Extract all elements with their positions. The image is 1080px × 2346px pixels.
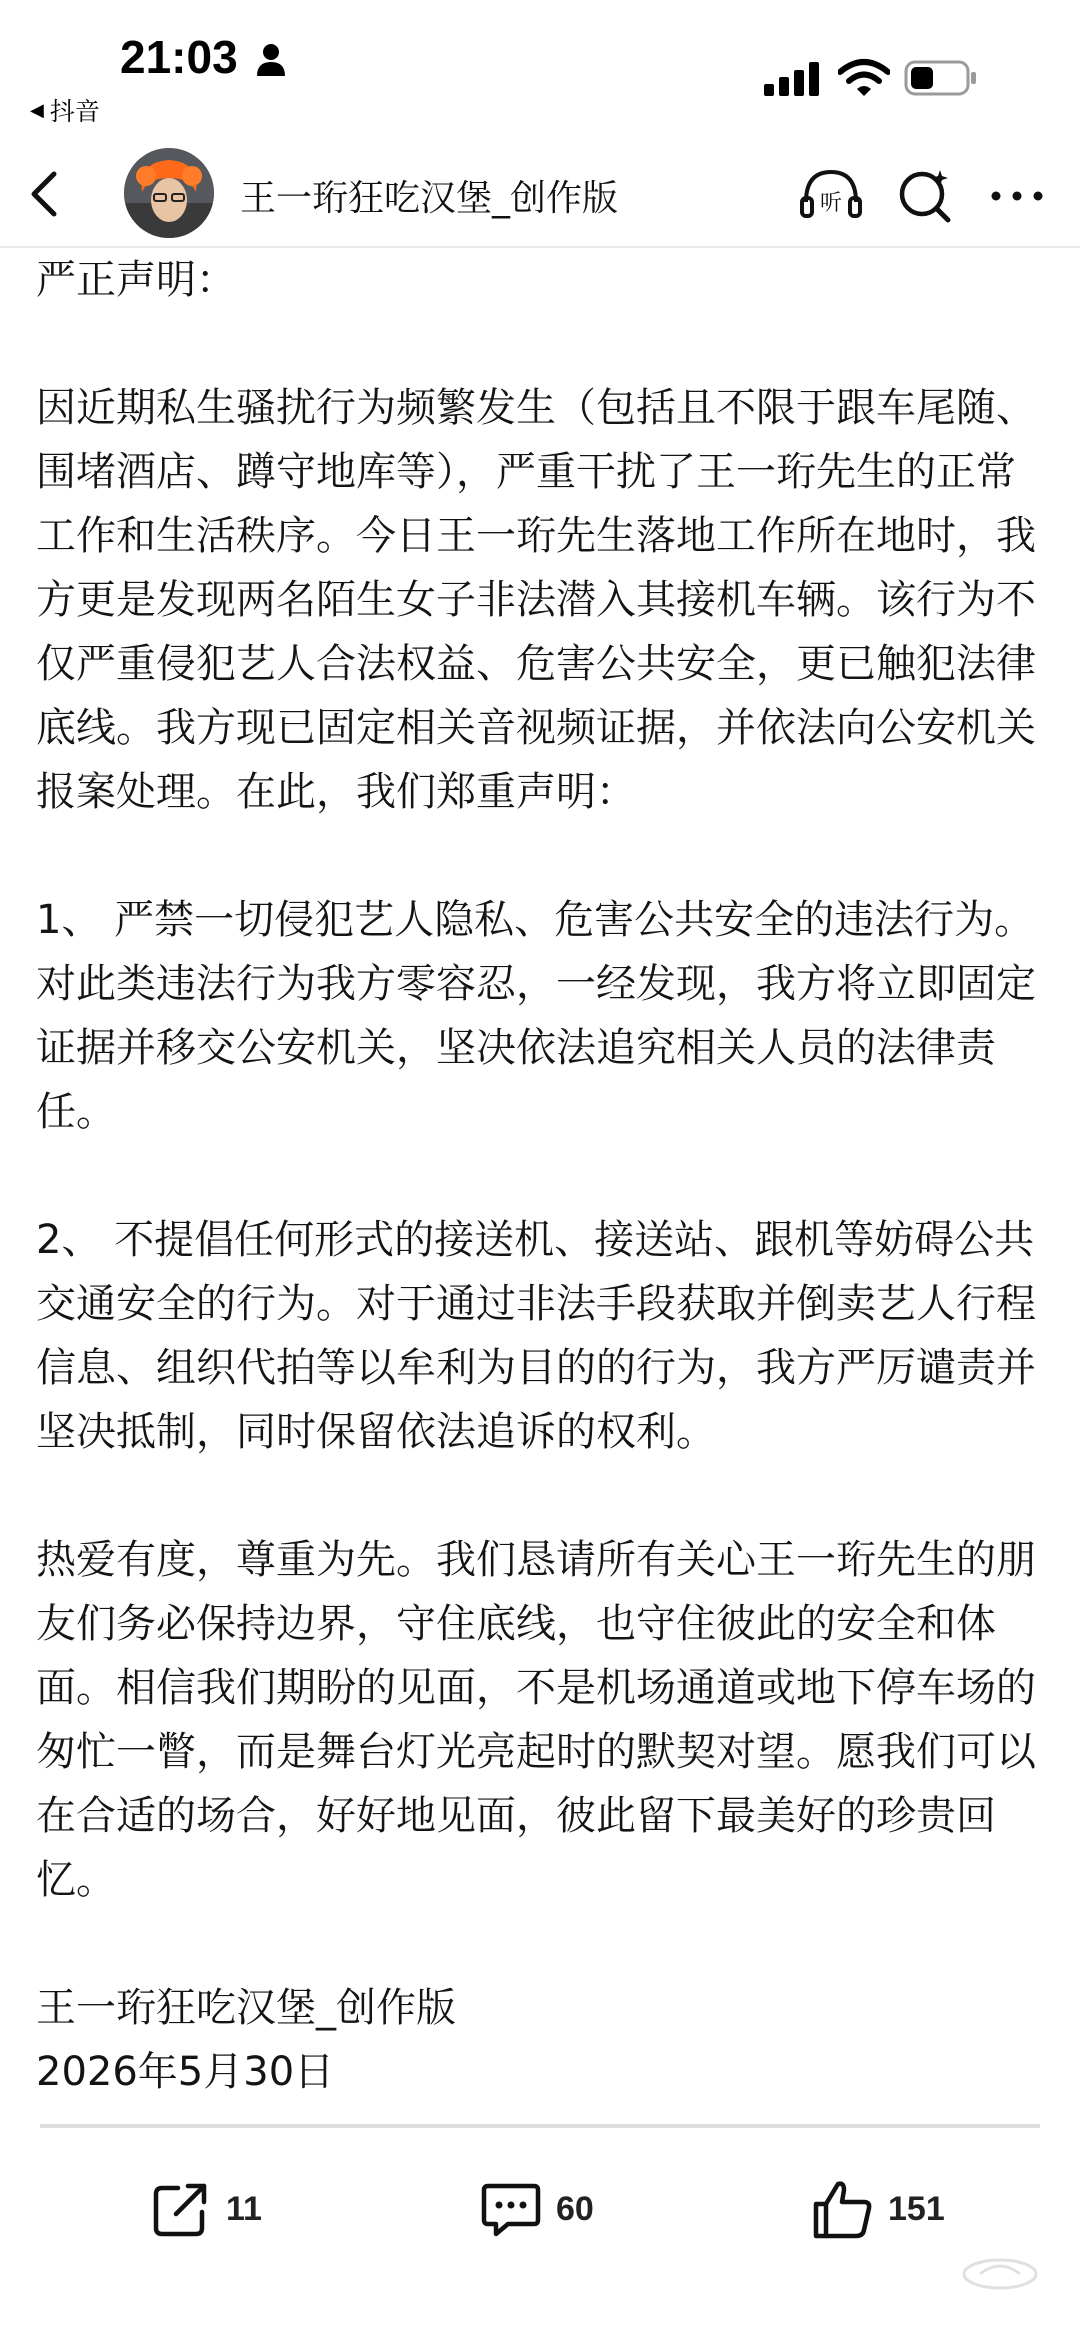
share-icon — [148, 2176, 214, 2242]
back-to-app-button[interactable] — [30, 92, 100, 128]
article-heading: 严正声明： — [36, 257, 236, 303]
back-triangle-icon: ◀ — [30, 99, 44, 121]
person-icon — [254, 42, 288, 78]
svg-text:听: 听 — [819, 191, 843, 216]
article-paragraph: 2、 不提倡任何形式的接送机、接送站、跟机等妨碍公共交通安全的行为。对于通过非法手段获取并倒卖艺人行程信息、组织代拍等以牟利为目的的行为，我方严厉谴责并坚决抵制，同时保留依法追诉的权利。 — [36, 1217, 1036, 1455]
comment-button[interactable] — [478, 2174, 594, 2244]
like-count: 151 — [888, 2189, 945, 2228]
more-icon — [984, 162, 1050, 228]
like-button[interactable] — [810, 2174, 945, 2244]
top-nav-bar — [0, 140, 1080, 248]
comment-icon — [478, 2176, 544, 2242]
avatar[interactable] — [124, 148, 214, 238]
bottom-divider — [40, 2124, 1040, 2128]
share-count: 11 — [226, 2189, 262, 2228]
bottom-action-bar — [0, 2130, 1080, 2346]
listen-button[interactable] — [798, 162, 864, 228]
back-app-label: 抖音 — [49, 97, 100, 126]
like-icon — [810, 2176, 876, 2242]
status-time: 21:03 — [120, 31, 238, 83]
article-body — [36, 248, 1046, 2104]
comment-count: 60 — [556, 2189, 594, 2228]
article-signature: 王一珩狂吃汉堡_创作版 — [36, 1985, 456, 2031]
article-paragraph: 热爱有度，尊重为先。我们恳请所有关心王一珩先生的朋友们务必保持边界，守住底线，也守住彼此的安全和体面。相信我们期盼的见面，不是机场通道或地下停车场的匆忙一瞥，而是舞台灯光亮起时的默契对望。愿我们可以在合适的场合，好好地见面，彼此留下最美好的珍贵回忆。 — [36, 1537, 1036, 1903]
status-bar — [0, 0, 1080, 140]
article-paragraph: 1、 严禁一切侵犯艺人隐私、危害公共安全的违法行为。对此类违法行为我方零容忍，一经发现，我方将立即固定证据并移交公安机关，坚决依法追究相关人员的法律责任。 — [36, 897, 1036, 1135]
share-button[interactable] — [148, 2174, 262, 2244]
page-title: 王一珩狂吃汉堡_创作版 — [240, 178, 619, 219]
watermark-logo-icon — [960, 2254, 1040, 2294]
avatar-image — [124, 148, 214, 238]
search-button[interactable] — [892, 162, 958, 228]
listen-icon — [798, 162, 864, 228]
back-arrow-icon[interactable] — [16, 164, 76, 224]
article-paragraph: 因近期私生骚扰行为频繁发生（包括且不限于跟车尾随、围堵酒店、蹲守地库等），严重干扰了王一珩先生的正常工作和生活秩序。今日王一珩先生落地工作所在地时，我方更是发现两名陌生女子非法潜入其接机车辆。该行为不仅严重侵犯艺人合法权益、危害公共安全，更已触犯法律底线。我方现已固定相关音视频证据，并依法向公安机关报案处理。在此，我们郑重声明： — [36, 385, 1036, 815]
more-button[interactable] — [984, 162, 1050, 228]
wifi-icon — [838, 58, 890, 98]
battery-icon — [904, 60, 978, 96]
article-date: 2026年5月30日 — [36, 2049, 335, 2095]
search-sparkle-icon — [892, 162, 958, 228]
signal-icon — [764, 62, 820, 96]
